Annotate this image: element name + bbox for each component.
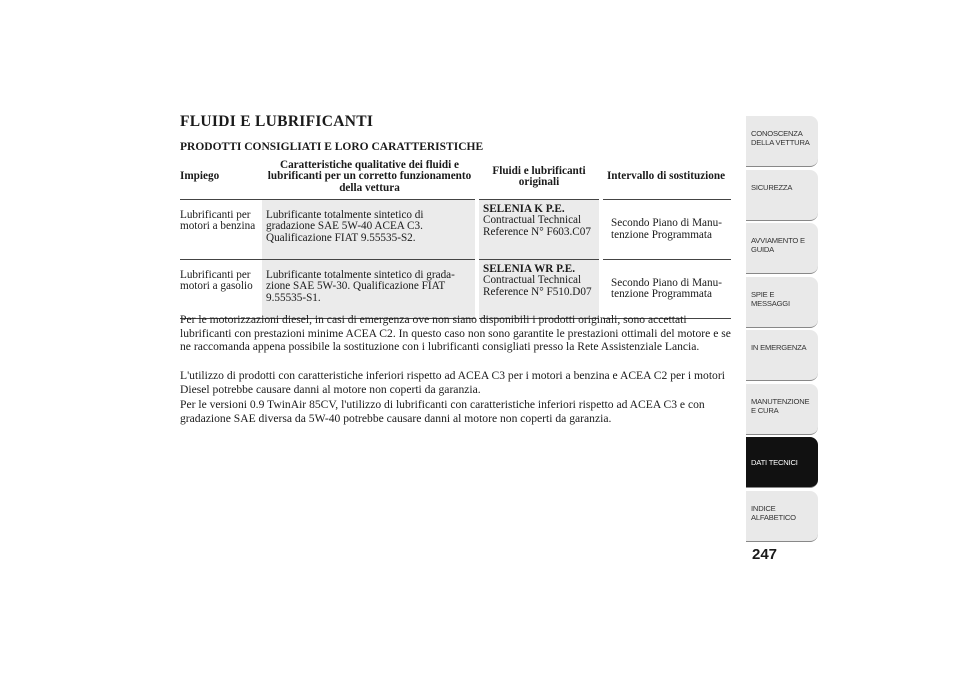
tab-indice-alfabetico[interactable]: INDICE ALFABETICO [746, 491, 818, 542]
tab-sicurezza[interactable]: SICUREZZA [746, 170, 818, 221]
tab-manutenzione-e-cura[interactable]: MANUTENZIONE E CURA [746, 384, 818, 435]
tab-in-emergenza[interactable]: IN EMERGENZA [746, 330, 818, 381]
product-reference: Contractual Technical Reference N° F510.D07 [483, 274, 592, 298]
product-name: SELENIA K P.E. [483, 203, 565, 215]
chapter-index-tabs [746, 116, 818, 544]
table-row [180, 200, 731, 260]
tab-avviamento-e-guida[interactable]: AVVIAMENTO E GUIDA [746, 223, 818, 274]
section-subtitle: PRODOTTI CONSIGLIATI E LORO CARATTERISTICHE [180, 141, 484, 153]
cell-characteristics: Lubrificante totalmente sintetico di grada-zione SAE 5W-30. Qualificazione FIAT 9.55535-S1. [262, 260, 477, 319]
table-header-row [180, 155, 731, 200]
cell-product [477, 200, 601, 260]
product-name: SELENIA WR P.E. [483, 263, 576, 275]
page-number: 247 [752, 546, 778, 563]
cell-usage: Lubrificanti per motori a benzina [180, 200, 262, 260]
tab-dati-tecnici[interactable]: DATI TECNICI [746, 437, 818, 488]
cell-interval: Secondo Piano di Manu-tenzione Programmata [601, 200, 731, 260]
header-original-fluids: Fluidi e lubrificanti originali [477, 155, 601, 200]
header-interval: Intervallo di sostituzione [601, 155, 731, 200]
cell-characteristics: Lubrificante totalmente sintetico di gradazione SAE 5W-40 ACEA C3. Qualificazione FIAT 9.55535-S2. [262, 200, 477, 260]
product-reference: Contractual Technical Reference N° F603.C07 [483, 214, 591, 238]
cell-interval: Secondo Piano di Manu-tenzione Programmata [601, 260, 731, 319]
paragraph-inferior-products: L'utilizzo di prodotti con caratteristiche inferiori rispetto ad ACEA C3 per i motori a benzina e ACEA C2 per i motori Diesel potrebbe causare danni al motore non coperti da garanzia. [180, 369, 725, 396]
paragraph-twinair: Per le versioni 0.9 TwinAir 85CV, l'utilizzo di lubrificanti con caratteristiche inferiori rispetto ad ACEA C3 e con gradazione SAE diversa da 5W-40 potrebbe causare danni al motore non coperti da garanzia. [180, 398, 705, 425]
header-characteristics: Caratteristiche qualitative dei fluidi e lubrificanti per un corretto funzionamento della vettura [262, 155, 477, 200]
tab-conoscenza-della-vettura[interactable]: CONOSCENZA DELLA VETTURA [746, 116, 818, 167]
paragraph-diesel-emergency: Per le motorizzazioni diesel, in casi di emergenza ove non siano disponibili i prodotti originali, sono accettati lubrificanti con prestazioni minime ACEA C2. In questo caso non sono garantite le prestazioni ottimali del motore e se ne raccomanda appena possibile la sostituzione con i lubrificanti consigliati presso la Rete Assistenziale Lancia. [180, 313, 731, 354]
cell-usage: Lubrificanti per motori a gasolio [180, 260, 262, 319]
cell-product [477, 260, 601, 319]
lubricants-table [180, 155, 731, 319]
section-title: FLUIDI E LUBRIFICANTI [180, 113, 374, 130]
table-row [180, 260, 731, 319]
tab-spie-e-messaggi[interactable]: SPIE E MESSAGGI [746, 277, 818, 328]
header-usage: Impiego [180, 155, 262, 200]
